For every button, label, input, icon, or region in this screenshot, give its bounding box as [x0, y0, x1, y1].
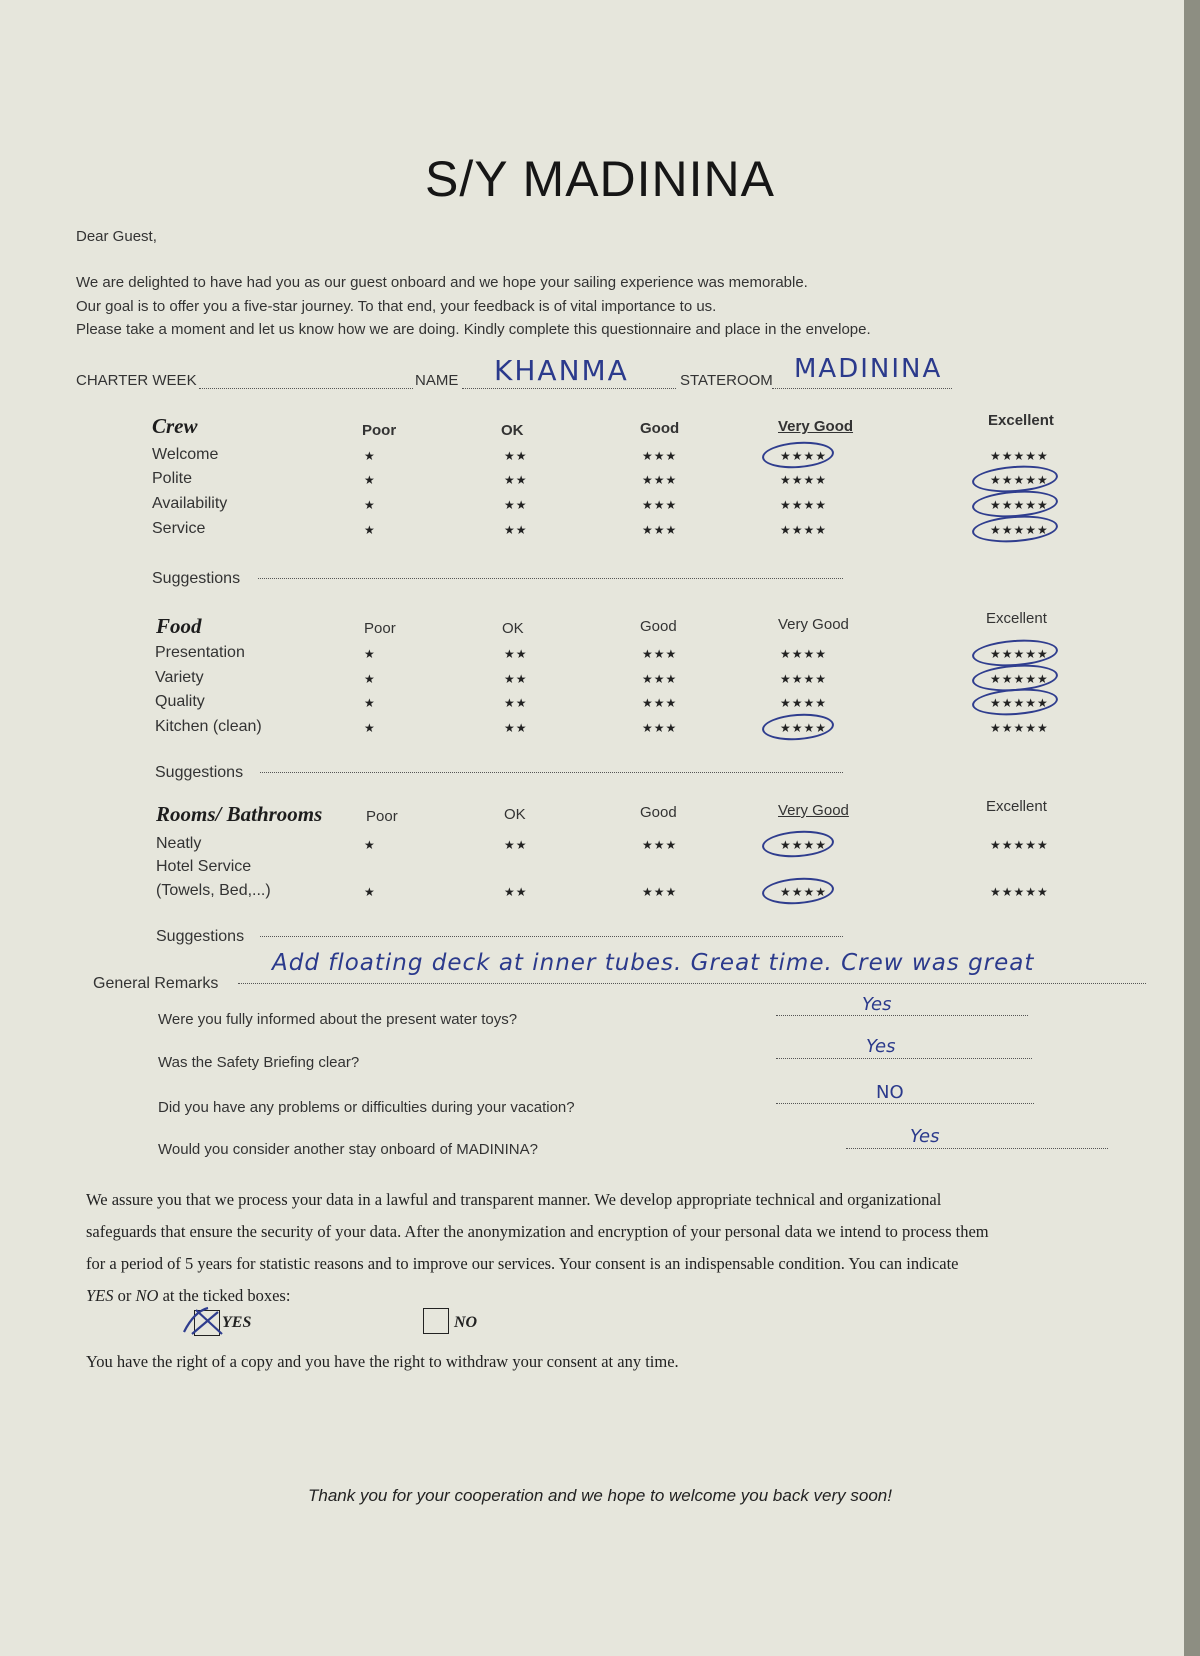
crew-row-1-selection-circle: [761, 440, 835, 471]
rooms-col-ok: OK: [504, 806, 526, 823]
food-row-2-stars-1[interactable]: ★: [364, 672, 376, 686]
privacy-line-2: safeguards that ensure the security of your data. After the anonymization and encryption of your personal data we intend to process them: [86, 1222, 989, 1241]
charter-week-field[interactable]: [199, 388, 413, 389]
crew-suggestions-field[interactable]: [258, 578, 843, 579]
food-suggestions-label: Suggestions: [155, 764, 244, 781]
crew-row-4-stars-5[interactable]: ★★★★★: [990, 523, 1049, 537]
consent-yes-label: YES: [222, 1314, 252, 1331]
answer-line-another-stay[interactable]: [846, 1148, 1108, 1149]
privacy-line-3: for a period of 5 years for statistic reasons and to improve our services. Your consent is an indispensable condition. You can indicate: [86, 1254, 959, 1273]
food-row-2-stars-5[interactable]: ★★★★★: [990, 672, 1049, 686]
food-row-1-stars-1[interactable]: ★: [364, 647, 376, 661]
crew-row-3-stars-4[interactable]: ★★★★: [780, 498, 828, 512]
answer-line-water-toys[interactable]: [776, 1015, 1028, 1016]
rooms-row-1-stars-5[interactable]: ★★★★★: [990, 838, 1049, 852]
rooms-suggestions-label: Suggestions: [156, 928, 245, 945]
crew-row-4-stars-3[interactable]: ★★★: [642, 523, 678, 537]
food-row-3-stars-1[interactable]: ★: [364, 696, 376, 710]
privacy-yes-word: YES: [86, 1286, 114, 1305]
crew-row-1-stars-5[interactable]: ★★★★★: [990, 449, 1049, 463]
rooms-row-towels-bed: (Towels, Bed,...): [156, 882, 271, 899]
food-row-2-stars-4[interactable]: ★★★★: [780, 672, 828, 686]
general-remarks-value: Add floating deck at inner tubes. Great time. Crew was great: [272, 950, 1035, 976]
crew-row-3-stars-5[interactable]: ★★★★★: [990, 498, 1049, 512]
crew-row-3-stars-1[interactable]: ★: [364, 498, 376, 512]
crew-section-title: Crew: [152, 414, 198, 438]
food-suggestions-field[interactable]: [260, 772, 843, 773]
rooms-row-2-selection-circle: [761, 876, 835, 907]
crew-row-welcome: Welcome: [152, 446, 219, 463]
name-label: NAME: [415, 372, 459, 389]
crew-row-1-stars-1[interactable]: ★: [364, 449, 376, 463]
general-remarks-field[interactable]: [238, 983, 1146, 984]
crew-row-polite: Polite: [152, 470, 193, 487]
crew-row-3-stars-2[interactable]: ★★: [504, 498, 528, 512]
food-row-presentation: Presentation: [155, 644, 245, 661]
crew-row-2-stars-4[interactable]: ★★★★: [780, 473, 828, 487]
rooms-col-poor: Poor: [366, 808, 398, 825]
food-row-2-stars-2[interactable]: ★★: [504, 672, 528, 686]
answer-water-toys: Yes: [862, 994, 892, 1015]
rooms-row-2-stars-3[interactable]: ★★★: [642, 885, 678, 899]
crew-row-3-stars-3[interactable]: ★★★: [642, 498, 678, 512]
food-row-2-stars-3[interactable]: ★★★: [642, 672, 678, 686]
crew-col-very-good: Very Good: [778, 418, 854, 435]
food-row-4-stars-3[interactable]: ★★★: [642, 721, 678, 735]
rooms-row-1-stars-2[interactable]: ★★: [504, 838, 528, 852]
crew-col-ok: OK: [501, 422, 524, 439]
intro-line-2: Our goal is to offer you a five-star journey. To that end, your feedback is of vital importance to us.: [76, 298, 717, 315]
answer-another-stay: Yes: [910, 1126, 940, 1147]
rooms-col-excellent: Excellent: [986, 798, 1047, 815]
crew-row-2-stars-3[interactable]: ★★★: [642, 473, 678, 487]
food-row-3-stars-4[interactable]: ★★★★: [780, 696, 828, 710]
rooms-row-1-selection-circle: [761, 829, 835, 860]
crew-row-1-stars-3[interactable]: ★★★: [642, 449, 678, 463]
crew-col-poor: Poor: [362, 422, 397, 439]
crew-suggestions-label: Suggestions: [152, 570, 241, 587]
answer-problems: NO: [876, 1082, 904, 1103]
question-problems: Did you have any problems or difficulties during your vacation?: [158, 1099, 575, 1116]
food-row-1-stars-5[interactable]: ★★★★★: [990, 647, 1049, 661]
rooms-col-very-good: Very Good: [778, 802, 849, 819]
food-row-4-stars-2[interactable]: ★★: [504, 721, 528, 735]
food-row-1-stars-4[interactable]: ★★★★: [780, 647, 828, 661]
food-col-poor: Poor: [364, 620, 396, 637]
food-row-4-stars-4[interactable]: ★★★★: [780, 721, 828, 735]
food-row-4-selection-circle: [761, 712, 835, 743]
crew-row-2-stars-5[interactable]: ★★★★★: [990, 473, 1049, 487]
food-row-3-stars-2[interactable]: ★★: [504, 696, 528, 710]
crew-col-good: Good: [640, 420, 680, 437]
rooms-col-good: Good: [640, 804, 677, 821]
name-field[interactable]: [462, 388, 676, 389]
food-col-excellent: Excellent: [986, 610, 1047, 627]
crew-row-availability: Availability: [152, 495, 228, 512]
rooms-row-2-stars-5[interactable]: ★★★★★: [990, 885, 1049, 899]
food-row-3-stars-5[interactable]: ★★★★★: [990, 696, 1049, 710]
intro-line-3: Please take a moment and let us know how we are doing. Kindly complete this questionnaire and place in the envelope.: [76, 321, 871, 338]
food-col-ok: OK: [502, 620, 524, 637]
food-row-3-stars-3[interactable]: ★★★: [642, 696, 678, 710]
food-row-1-stars-2[interactable]: ★★: [504, 647, 528, 661]
question-water-toys: Were you fully informed about the present water toys?: [158, 1011, 518, 1028]
stateroom-value: MADININA: [794, 354, 943, 384]
stateroom-field[interactable]: [772, 388, 952, 389]
question-safety-briefing: Was the Safety Briefing clear?: [158, 1054, 360, 1071]
rooms-row-2-stars-4[interactable]: ★★★★: [780, 885, 828, 899]
food-section-title: Food: [156, 614, 202, 638]
rooms-row-2-stars-2[interactable]: ★★: [504, 885, 528, 899]
food-row-4-stars-5[interactable]: ★★★★★: [990, 721, 1049, 735]
consent-no-label: NO: [454, 1314, 478, 1331]
food-row-kitchen: Kitchen (clean): [155, 718, 262, 735]
crew-row-2-stars-1[interactable]: ★: [364, 473, 376, 487]
crew-row-1-stars-4[interactable]: ★★★★: [780, 449, 828, 463]
stateroom-label: STATEROOM: [680, 372, 773, 389]
rooms-row-2-stars-1[interactable]: ★: [364, 885, 376, 899]
intro-line-1: We are delighted to have had you as our guest onboard and we hope your sailing experience was memorable.: [76, 274, 808, 291]
privacy-line-1: We assure you that we process your data in a lawful and transparent manner. We develop appropriate technical and organizational: [86, 1190, 942, 1209]
food-row-1-stars-3[interactable]: ★★★: [642, 647, 678, 661]
rooms-row-neatly: Neatly: [156, 835, 202, 852]
food-col-very-good: Very Good: [778, 616, 849, 633]
rooms-section-title: Rooms/ Bathrooms: [156, 802, 323, 826]
privacy-no-word: NO: [135, 1286, 159, 1305]
greeting: Dear Guest,: [76, 228, 157, 245]
rooms-row-1-stars-1[interactable]: ★: [364, 838, 376, 852]
name-value: KHANMA: [494, 354, 629, 387]
crew-row-1-stars-2[interactable]: ★★: [504, 449, 528, 463]
answer-safety-briefing: Yes: [866, 1036, 896, 1057]
food-col-good: Good: [640, 618, 677, 635]
rooms-suggestions-field[interactable]: [260, 936, 843, 937]
privacy-or-word: or: [113, 1286, 136, 1305]
rooms-row-1-stars-3[interactable]: ★★★: [642, 838, 678, 852]
food-row-quality: Quality: [155, 693, 205, 710]
general-remarks-label: General Remarks: [93, 975, 219, 992]
crew-row-service: Service: [152, 520, 206, 537]
rooms-row-1-stars-4[interactable]: ★★★★: [780, 838, 828, 852]
crew-row-2-stars-2[interactable]: ★★: [504, 473, 528, 487]
privacy-indicate-suffix: at the ticked boxes:: [158, 1286, 291, 1305]
question-another-stay: Would you consider another stay onboard of MADININA?: [158, 1141, 538, 1158]
crew-row-4-stars-1[interactable]: ★: [364, 523, 376, 537]
crew-row-4-stars-4[interactable]: ★★★★: [780, 523, 828, 537]
page-edge: [1184, 0, 1200, 1656]
charter-week-label: CHARTER WEEK: [76, 372, 197, 389]
crew-row-4-selection-circle: [971, 513, 1059, 545]
food-row-variety: Variety: [155, 669, 204, 686]
crew-row-4-stars-2[interactable]: ★★: [504, 523, 528, 537]
privacy-rights: You have the right of a copy and you have the right to withdraw your consent at any time.: [86, 1352, 679, 1371]
form-title: S/Y MADININA: [424, 151, 776, 207]
consent-no-checkbox[interactable]: [423, 1308, 449, 1334]
food-row-4-stars-1[interactable]: ★: [364, 721, 376, 735]
answer-line-problems[interactable]: [776, 1103, 1034, 1104]
answer-line-safety-briefing[interactable]: [776, 1058, 1032, 1059]
rooms-row-hotel-service: Hotel Service: [156, 858, 252, 875]
closing-message: Thank you for your cooperation and we hope to welcome you back very soon!: [307, 1486, 892, 1505]
food-row-3-selection-circle: [971, 686, 1059, 718]
crew-col-excellent: Excellent: [988, 412, 1054, 429]
